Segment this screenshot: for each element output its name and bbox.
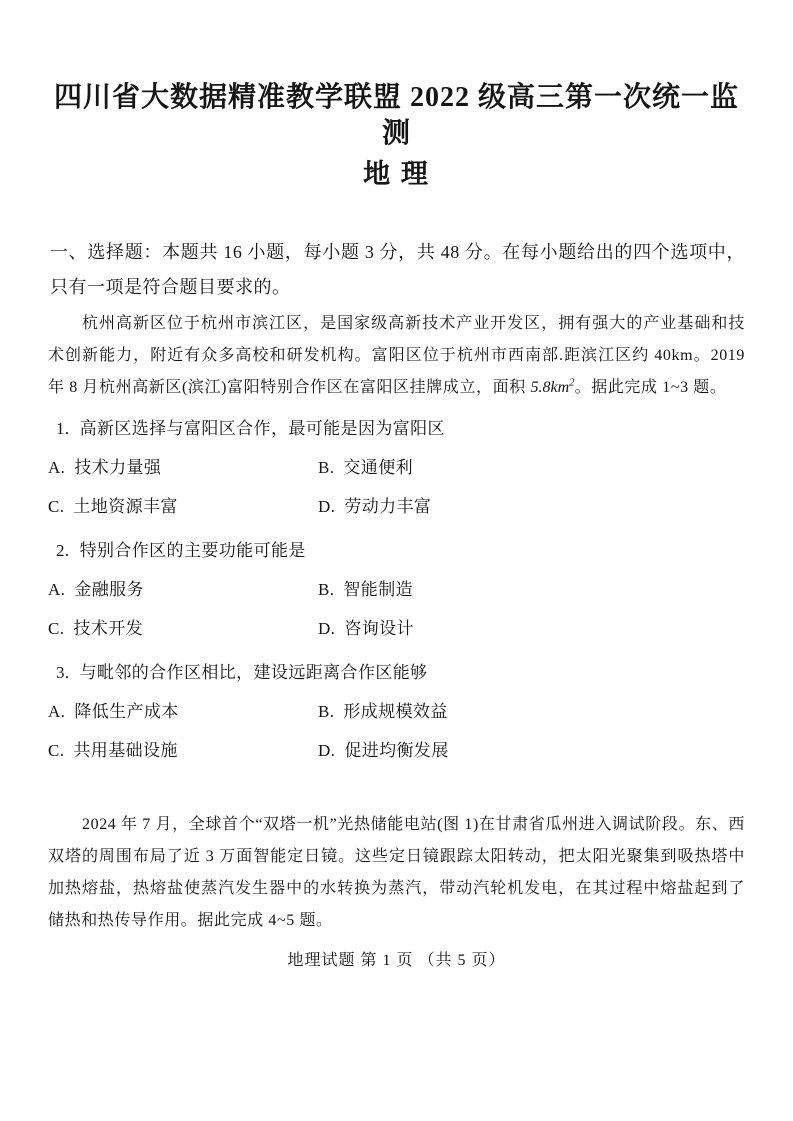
question-1-options	[48, 448, 745, 526]
option-text: 降低生产成本	[74, 702, 179, 721]
formula-base: 5.8km	[530, 379, 570, 396]
question-1-option-a	[48, 448, 318, 487]
option-text: 共用基础设施	[73, 741, 178, 760]
question-1-stem	[48, 409, 745, 448]
option-label: D.	[318, 497, 336, 516]
area-formula	[530, 376, 575, 396]
question-3-option-c	[48, 731, 318, 770]
question-2-number: 2.	[56, 541, 70, 560]
passage-1-text: 杭州高新区位于杭州市滨江区，是国家级高新技术产业开发区，拥有强大的产业基础和技术创新能力，附近有众多高校和研发机构。富阳区位于杭州市西南部.距滨江区约 40km。2019 年 8 月杭州高新区(滨江)富阳特别合作区在富阳区挂牌成立，面积	[48, 315, 745, 396]
option-text: 咨询设计	[344, 619, 414, 638]
option-label: B.	[318, 458, 335, 477]
question-2-stem-text: 特别合作区的主要功能可能是	[79, 541, 306, 560]
page-footer	[48, 949, 745, 973]
option-label: A.	[48, 458, 66, 477]
question-3-option-a	[48, 692, 318, 731]
option-text: 交通便利	[343, 458, 413, 477]
option-label: D.	[318, 741, 336, 760]
question-3-number: 3.	[56, 663, 70, 682]
question-3-option-d	[318, 731, 745, 770]
question-2-option-a	[48, 570, 318, 609]
question-1-option-c	[48, 487, 318, 526]
exam-title: 四川省大数据精准教学联盟 2022 级高三第一次统一监测	[53, 82, 739, 149]
option-label: D.	[318, 619, 336, 638]
option-text: 劳动力丰富	[344, 497, 432, 516]
option-label: B.	[318, 702, 335, 721]
option-text: 智能制造	[343, 580, 413, 599]
question-2-option-d	[318, 609, 745, 648]
question-2-options	[48, 570, 745, 648]
section-heading: 一、选择题：本题共 16 小题，每小题 3 分，共 48 分。在每小题给出的四个选项中，只有一项是符合题目要求的。	[50, 242, 745, 297]
question-1	[48, 409, 745, 526]
option-text: 促进均衡发展	[344, 741, 449, 760]
question-1-stem-text: 高新区选择与富阳区合作，最可能是因为富阳区	[79, 419, 445, 438]
question-2-stem	[48, 531, 745, 570]
option-label: C.	[48, 619, 65, 638]
option-label: C.	[48, 497, 65, 516]
option-label: A.	[48, 702, 66, 721]
footer-text: 地理试题 第 1 页 （共 5 页）	[287, 952, 506, 969]
passage-1	[48, 308, 745, 404]
question-2-option-b	[318, 570, 745, 609]
passage-2: 2024 年 7 月，全球首个“双塔一机”光热储能电站(图 1)在甘肃省瓜州进入调试阶段。东、西双塔的周围布局了近 3 万面智能定日镜。这些定日镜跟踪太阳转动，把太阳光聚集到吸热塔中加热熔盐，热熔盐使蒸汽发生器中的水转换为蒸汽，带动汽轮机发电，在其过程中熔盐起到了储热和热传导作用。据此完成 4~5 题。	[48, 816, 745, 929]
option-text: 金融服务	[74, 580, 144, 599]
option-label: C.	[48, 741, 65, 760]
question-3-stem-text: 与毗邻的合作区相比，建设远距离合作区能够	[79, 663, 428, 682]
exam-subject: 地 理	[363, 159, 430, 189]
option-text: 技术力量强	[74, 458, 162, 477]
option-text: 技术开发	[73, 619, 143, 638]
question-2	[48, 531, 745, 648]
passage-1-text-after: 。据此完成 1~3 题。	[574, 379, 727, 396]
option-label: B.	[318, 580, 335, 599]
formula-exponent: 2	[569, 376, 575, 389]
question-3-option-b	[318, 692, 745, 731]
question-1-option-d	[318, 487, 745, 526]
question-2-option-c	[48, 609, 318, 648]
option-text: 形成规模效益	[343, 702, 448, 721]
option-text: 土地资源丰富	[73, 497, 178, 516]
question-3-options	[48, 692, 745, 770]
question-3-stem	[48, 653, 745, 692]
question-1-option-b	[318, 448, 745, 487]
question-3	[48, 653, 745, 770]
option-label: A.	[48, 580, 66, 599]
question-1-number: 1.	[56, 419, 70, 438]
